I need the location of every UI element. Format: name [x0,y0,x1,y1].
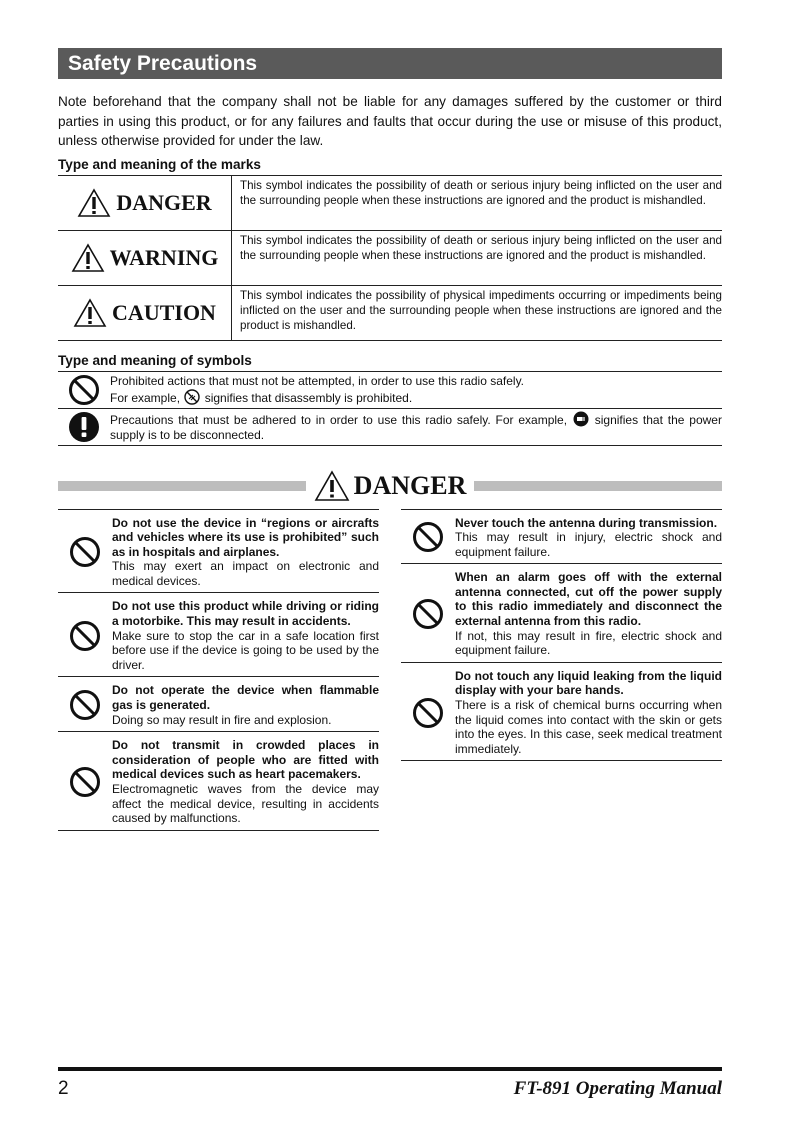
item-text: Doing so may result in fire and explosion. [112,712,332,727]
mark-name: DANGER [116,189,212,215]
mark-description: This symbol indicates the possibility of death or serious injury being inflicted on the user and the surrounding people when these instructions are ignored and the product is mishandled. [240,233,722,262]
item-body [112,683,379,727]
mark-row-warning [58,231,722,286]
mark-row-caution [58,286,722,341]
item-text: If not, this may result in fire, electric shock and equipment failure. [455,628,722,658]
page-number: 2 [58,1078,69,1099]
item-icon-cell [401,570,455,658]
prohibited-icon [68,374,100,406]
mark-row-danger [58,176,722,231]
unplug-power-icon [573,411,589,427]
prohibited-icon [412,598,444,630]
mandatory-description [110,411,722,443]
manual-title: FT-891 Operating Manual [513,1078,722,1099]
warning-triangle-icon [314,470,350,502]
danger-banner [58,466,722,506]
prohibited-icon [69,689,101,721]
footer-rule [58,1067,722,1071]
left-column [58,509,379,831]
banner-bar-right [474,481,722,491]
danger-item [58,592,379,676]
item-body [112,599,379,672]
mark-description: This symbol indicates the possibility of death or serious injury being inflicted on the user and the surrounding people when these instructions are ignored and the product is mishandled. [240,178,722,207]
mark-name: CAUTION [112,299,216,325]
prohibited-line-2 [110,389,722,406]
mandatory-action-icon [68,411,100,443]
item-text: Electromagnetic waves from the device may affect the medical device, resulting in accidents caused by malfunctions. [112,782,379,826]
item-icon-cell [58,738,112,826]
danger-item [401,509,722,564]
danger-item [58,731,379,831]
item-icon-cell [401,669,455,757]
mandatory-text-suffix: signifies that the power supply is to be disconnected. [110,412,722,442]
item-text: Make sure to stop the car in a safe location first before use if the device is going to be used by the driver. [112,628,379,672]
item-icon-cell [58,599,112,672]
mandatory-symbol-cell [58,411,110,443]
mark-label [58,231,232,285]
danger-item [401,662,722,762]
marks-heading: Type and meaning of the marks [58,156,261,172]
marks-table [58,175,722,341]
warning-triangle-icon [77,188,111,218]
symbols-table [58,371,722,446]
mark-name: WARNING [109,244,219,270]
item-body [455,570,722,658]
page [58,48,722,831]
item-text: This may result in injury, electric shock and equipment failure. [455,530,722,559]
symbols-heading: Type and meaning of symbols [58,352,252,368]
item-heading: Do not touch any liquid leaking from the liquid display with your bare hands. [455,668,722,698]
item-icon-cell [58,683,112,727]
mark-description: This symbol indicates the possibility of physical impediments occurring or impediments being inflicted on the user and the surrounding people when these instructions are ignored and the product is mishandled. [240,288,722,332]
prohibited-description [110,374,722,406]
prohibited-icon [412,697,444,729]
prohibited-icon [412,521,444,553]
danger-items [58,509,722,831]
mandatory-text-prefix: Precautions that must be adhered to in order to use this radio safely. For example, [110,412,568,427]
item-heading: Do not use this product while driving or riding a motorbike. This may result in accidents. [112,599,379,629]
prohibited-icon [69,620,101,652]
mark-label [58,286,232,340]
right-column [401,509,722,831]
item-body [112,516,379,589]
mark-label [58,176,232,230]
warning-triangle-icon [73,298,107,328]
symbol-row-mandatory [58,409,722,446]
banner-bar-left [58,481,306,491]
item-body [112,738,379,826]
banner-title [306,470,475,502]
item-heading: Do not transmit in crowded places in consideration of people who are fitted with medical devices such as heart pacemakers. [112,738,379,782]
prohibited-example-prefix: For example, [110,390,181,405]
item-heading: When an alarm goes off with the external antenna connected, cut off the power supply to this radio immediately and disconnect the external antenna from this radio. [455,570,722,629]
item-icon-cell [401,516,455,560]
item-icon-cell [58,516,112,589]
prohibited-symbol-cell [58,374,110,406]
danger-item [401,563,722,662]
item-text: There is a risk of chemical burns occurring when the liquid comes into contact with the skin or gets into the eyes. In this case, seek medical treatment immediately. [455,698,722,756]
prohibited-icon [69,536,101,568]
warning-triangle-icon [71,243,105,273]
intro-paragraph: Note beforehand that the company shall not be liable for any damages suffered by the customer or third parties in using this product, or for any failures and faults that occur during the use or misuse of this product, unless otherwise provided for under the law. [58,94,722,148]
item-body [455,516,722,560]
prohibited-line-1: Prohibited actions that must not be attempted, in order to use this radio safely. [110,373,525,388]
item-heading: Do not use the device in “regions or aircrafts and vehicles where its use is prohibited” such as in hospitals and airplanes. [112,515,379,559]
no-disassembly-icon [184,389,200,405]
section-title: Safety Precautions [58,48,722,79]
item-text: This may exert an impact on electronic and medical devices. [112,559,379,588]
symbol-row-prohibited [58,372,722,409]
item-heading: Never touch the antenna during transmission. [455,515,718,530]
banner-label: DANGER [353,470,467,500]
prohibited-icon [69,766,101,798]
prohibited-example-suffix: signifies that disassembly is prohibited. [204,390,413,405]
item-body [455,669,722,757]
danger-item [58,676,379,731]
danger-item [58,509,379,593]
item-heading: Do not operate the device when flammable gas is generated. [112,683,379,713]
